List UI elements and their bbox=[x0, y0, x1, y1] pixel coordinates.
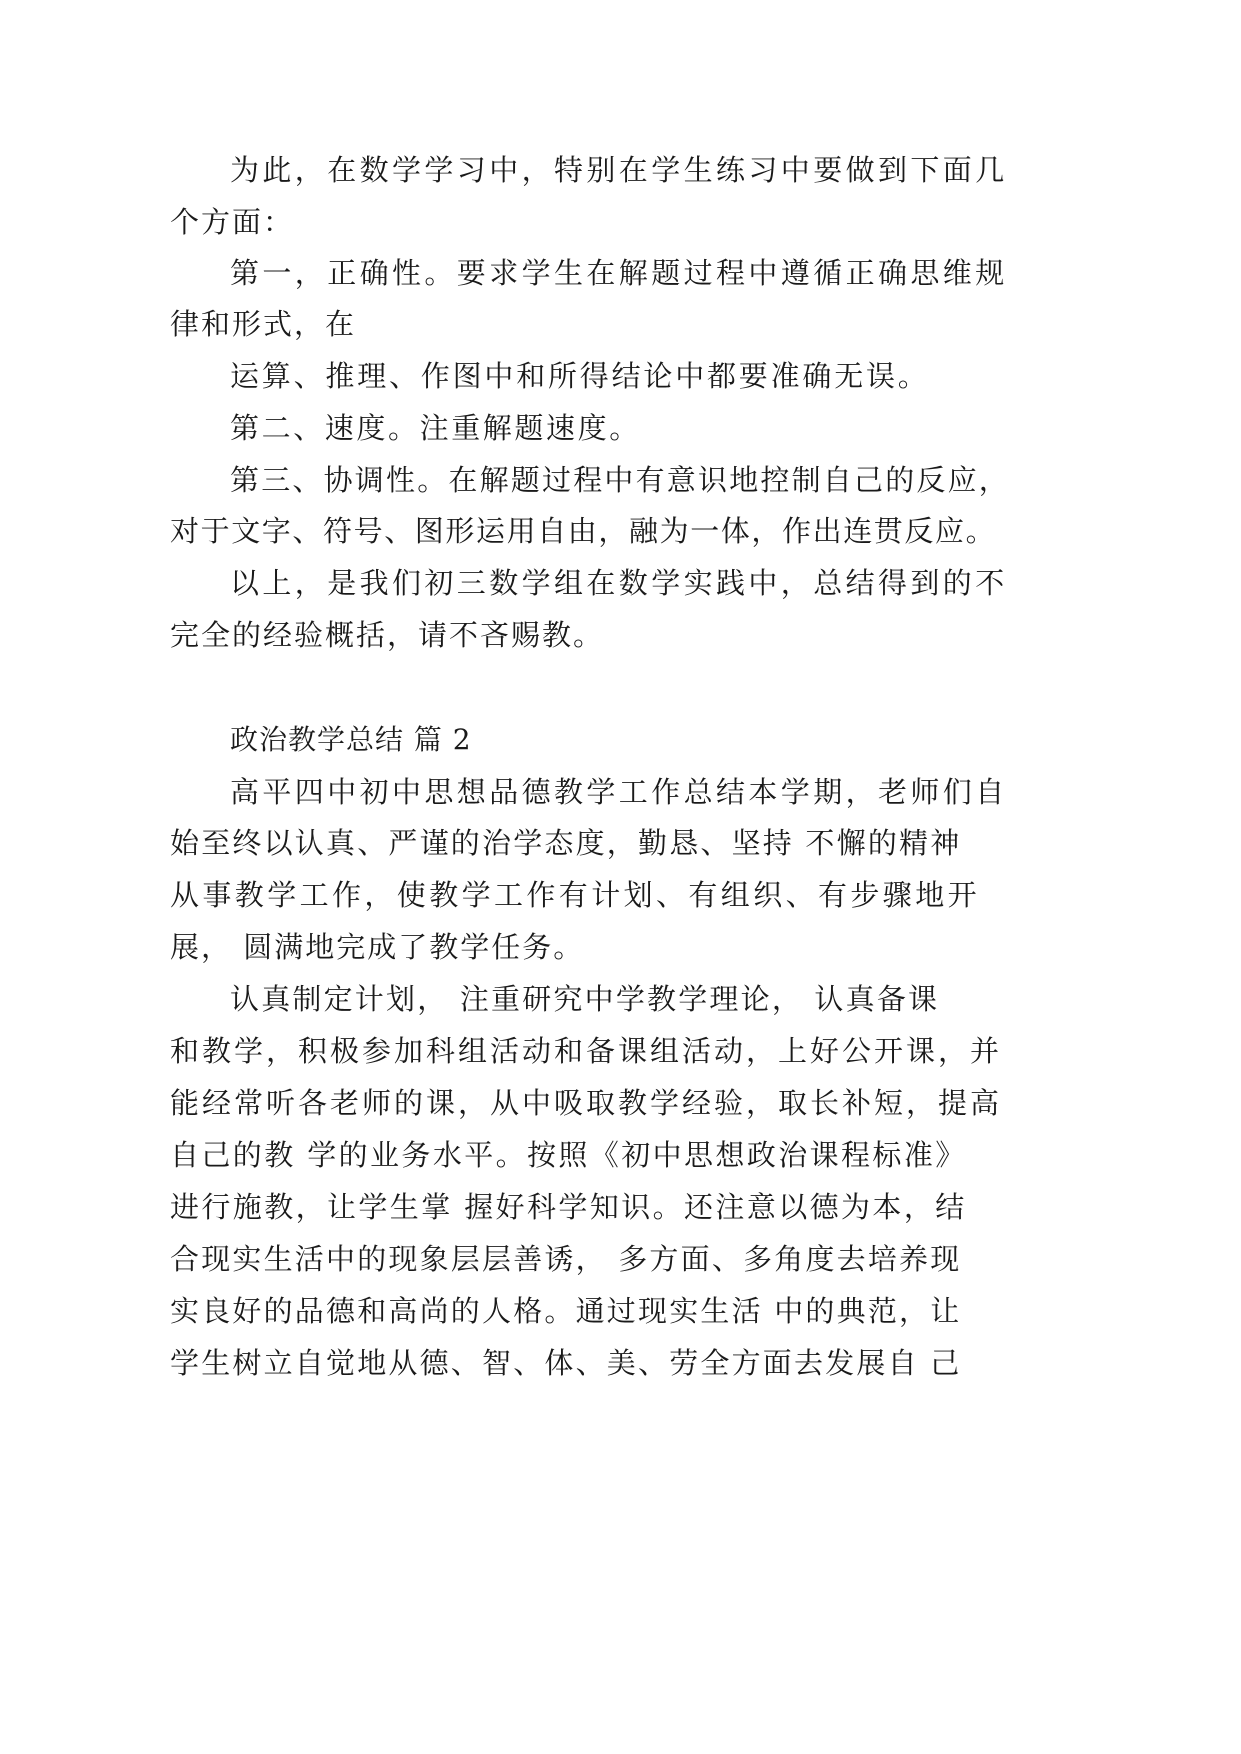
paragraph-line: 从事教学工作，使教学工作有计划、有组织、有步骤地开 bbox=[170, 878, 981, 912]
paragraph-line: 第二、速度。注重解题速度。 bbox=[230, 411, 641, 445]
paragraph-line: 合现实生活中的现象层层善诱， 多方面、多角度去培养现 bbox=[170, 1242, 962, 1276]
paragraph-line: 第一，正确性。要求学生在解题过程中遵循正确思维规 bbox=[230, 256, 1008, 290]
paragraph-line: 认真制定计划， 注重研究中学教学理论， 认真备课 bbox=[230, 982, 940, 1016]
paragraph-line: 律和形式，在 bbox=[170, 307, 357, 341]
paragraph-line: 能经常听各老师的课，从中吸取教学经验，取长补短，提高 bbox=[170, 1086, 1003, 1120]
section-heading: 政治教学总结 篇 2 bbox=[230, 723, 472, 756]
paragraph-line: 始至终以认真、严谨的治学态度，勤恳、坚持 不懈的精神 bbox=[170, 826, 962, 860]
paragraph-line: 完全的经验概括，请不吝赐教。 bbox=[170, 618, 605, 652]
paragraph-line: 高平四中初中思想品德教学工作总结本学期，老师们自 bbox=[230, 775, 1008, 809]
paragraph-line: 第三、协调性。在解题过程中有意识地控制自己的反应， bbox=[230, 463, 1011, 497]
paragraph-line: 和教学，积极参加科组活动和备课组活动，上好公开课，并 bbox=[170, 1034, 1003, 1068]
paragraph-line: 对于文字、符号、图形运用自由，融为一体，作出连贯反应。 bbox=[170, 514, 997, 548]
paragraph-line: 个方面： bbox=[170, 205, 295, 239]
paragraph-line: 为此，在数学学习中，特别在学生练习中要做到下面几 bbox=[230, 153, 1008, 187]
paragraph-line: 展， 圆满地完成了教学任务。 bbox=[170, 930, 585, 964]
paragraph-line: 实良好的品德和高尚的人格。通过现实生活 中的典范，让 bbox=[170, 1294, 962, 1328]
paragraph-line: 运算、推理、作图中和所得结论中都要准确无误。 bbox=[230, 359, 930, 393]
paragraph-line: 以上，是我们初三数学组在数学实践中，总结得到的不 bbox=[230, 566, 1008, 600]
paragraph-line: 自己的教 学的业务水平。按照《初中思想政治课程标准》 bbox=[170, 1138, 967, 1172]
paragraph-line: 学生树立自觉地从德、智、体、美、劳全方面去发展自 己 bbox=[170, 1346, 962, 1380]
paragraph-line: 进行施教，让学生掌 握好科学知识。还注意以德为本，结 bbox=[170, 1190, 967, 1224]
